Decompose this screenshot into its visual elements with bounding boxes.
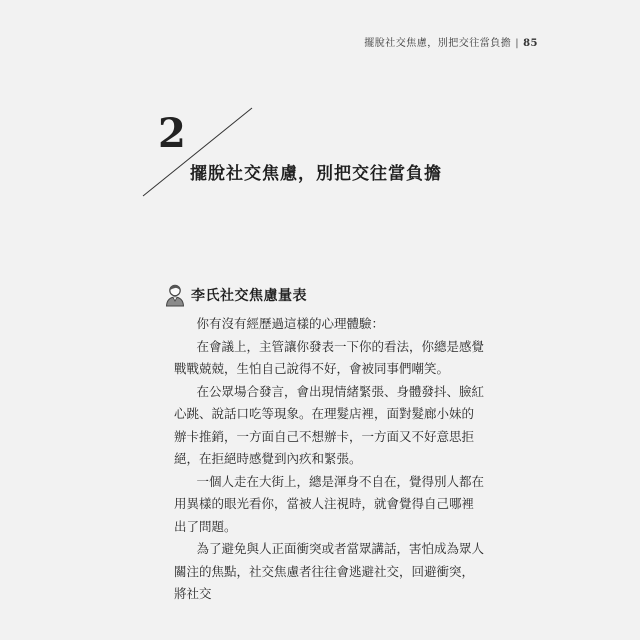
chapter-title: 擺脫社交焦慮，別把交往當負擔 [190, 164, 442, 184]
paragraph: 一個人走在大街上，總是渾身不自在，覺得別人都在用異樣的眼光看你，當被人注視時，就會覺得自己哪裡出了問題。 [174, 473, 485, 534]
paragraph: 在會議上，主管讓你發表一下你的看法，你總是感覺戰戰兢兢，生怕自己說得不好，會被同事們嘲笑。 [174, 338, 485, 376]
paragraph: 為了避免與人正面衝突或者當眾講話，害怕成為眾人關注的焦點，社交焦慮者往往會逃避社交，回避衝突，將社交 [174, 541, 485, 601]
page-number: 85 [523, 38, 538, 49]
section-title: 李氏社交焦慮量表 [191, 288, 307, 304]
chapter-heading [0, 0, 640, 240]
paragraph: 在公眾場合發言，會出現情緒緊張、身體發抖、臉紅心跳、說話口吃等現象。在理髮店裡，面對髮廊小妹的辦卡推銷，一方面自己不想辦卡，一方面又不好意思拒絕，在拒絕時感覺到內疚和緊張。 [174, 383, 485, 466]
body-text [174, 298, 484, 606]
paragraph: 你有沒有經歷過這樣的心理體驗： [196, 316, 385, 331]
chapter-number: 2 [158, 110, 186, 157]
chapter-slash-line [0, 0, 640, 240]
running-title: 擺脫社交焦慮，別把交往當負擔 [364, 38, 512, 49]
header-separator: | [515, 38, 520, 49]
